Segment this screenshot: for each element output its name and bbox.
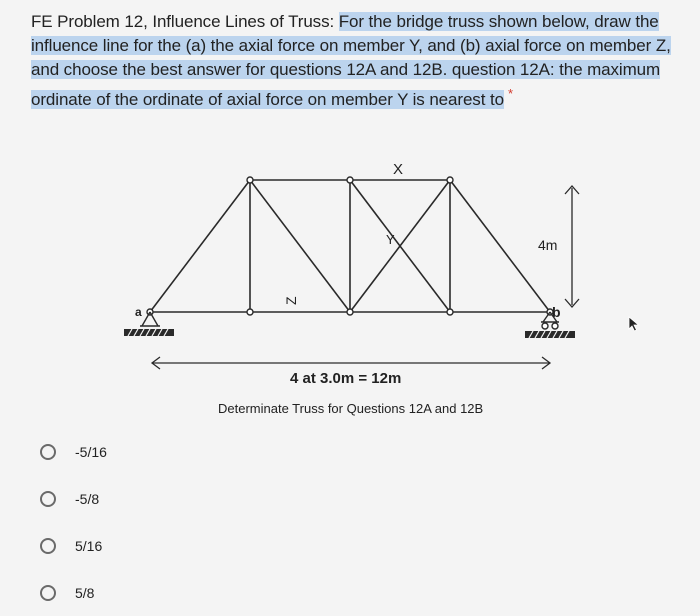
member-y-label: Y [386,232,395,247]
support-a-label: a [135,305,142,319]
truss-figure [110,150,600,420]
required-asterisk: * [507,86,513,101]
option-neg-5-8[interactable] [40,475,107,522]
span-dimension-arrow [152,357,550,369]
question-highlighted-text: For the bridge truss shown below, draw the influence line for the (a) the axial force on member Y, and (b) axial force on member Z, and choose the best answer for questions 12A and 12B. question 12A: the maximum ordinate of the ordinate of axial force on member Y is nearest to [31,12,671,109]
radio-button[interactable] [40,538,56,554]
height-dimension-arrow [565,186,579,307]
span-label: 4 at 3.0m = 12m [290,370,402,387]
height-label: 4m [538,237,558,253]
member-x-label: X [393,161,404,178]
figure-caption: Determinate Truss for Questions 12A and 12B [218,401,484,416]
question-lead: FE Problem 12, Influence Lines of Truss: [31,12,339,31]
ground-hatch-b [525,331,575,338]
option-label: 5/8 [75,584,95,601]
answer-options [40,428,107,616]
member-z-label: Z [283,296,299,305]
radio-button[interactable] [40,444,56,460]
ground-hatch-a [124,329,174,336]
option-neg-5-16[interactable] [40,428,107,475]
mouse-cursor-icon [628,316,640,337]
option-label: -5/16 [75,443,107,460]
support-b-label: b [552,304,561,320]
radio-button[interactable] [40,491,56,507]
radio-button[interactable] [40,585,56,601]
question-text [31,10,671,112]
truss-diagram [110,150,600,420]
option-5-16[interactable] [40,522,107,569]
option-label: 5/16 [75,537,103,554]
option-label: -5/8 [75,490,100,507]
